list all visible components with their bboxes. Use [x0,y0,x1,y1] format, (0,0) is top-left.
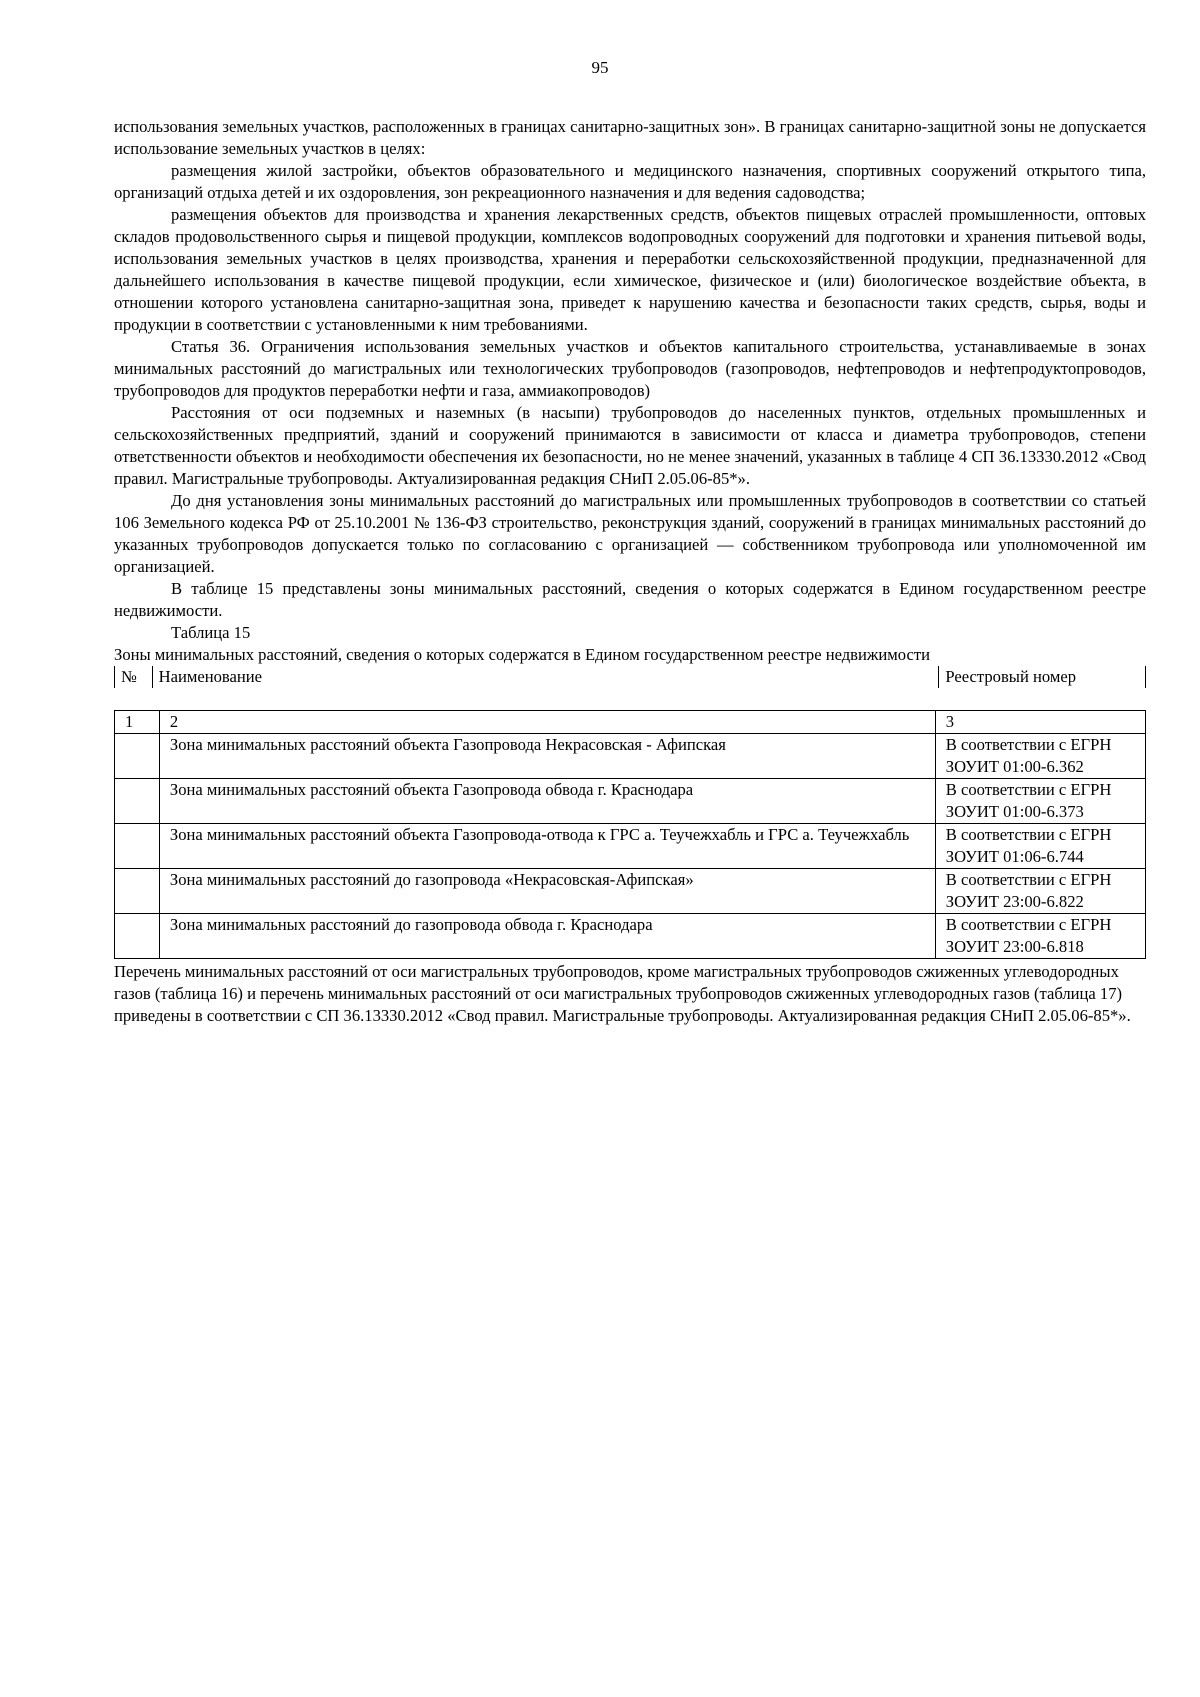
zones-table [114,710,1146,959]
table-row [115,711,1146,734]
table-cell: В соответствии с ЕГРН ЗОУИТ 01:00-6.373 [935,779,1145,824]
table-header [114,666,1146,688]
table-cell: Зона минимальных расстояний объекта Газопровода-отвода к ГРС а. Теучежхабль и ГРС а. Теучежхабль [159,824,935,869]
page-number: 95 [591,58,609,77]
table-label: Таблица 15 [171,623,251,642]
table-cell [115,914,160,959]
table-cell: В соответствии с ЕГРН ЗОУИТ 23:00-6.822 [935,869,1145,914]
table-cell: Зона минимальных расстояний до газопровода обвода г. Краснодара [159,914,935,959]
table-cell [115,734,160,779]
table-cell [115,869,160,914]
paragraph: Расстояния от оси подземных и наземных (в насыпи) трубопроводов до населенных пунктов, отдельных промышленных и сельскохозяйственных предприятий, зданий и сооружений принимаются в зависимости от класса и диаметра трубопроводов, степени ответственности объектов и необходимости обеспечения их безопасности, но не менее значений, указанных в таблице 4 СП 36.13330.2012 «Свод правил. Магистральные трубопроводы. Актуализированная редакция СНиП 2.05.06-85*». [114,403,1146,488]
table-row [115,779,1146,824]
table-title: Зоны минимальных расстояний, сведения о которых содержатся в Едином государственном реестре недвижимости [114,645,930,664]
table-cell: Зона минимальных расстояний до газопровода «Некрасовская-Афипская» [159,869,935,914]
table-row [115,824,1146,869]
table-cell [115,779,160,824]
paragraph: размещения жилой застройки, объектов образовательного и медицинского назначения, спортивных сооружений открытого типа, организаций отдыха детей и их оздоровления, зон рекреационного назначения и для ведения садоводства; [114,161,1146,202]
table-cell: 2 [159,711,935,734]
header-cell-name: Наименование [152,666,939,688]
table-cell: В соответствии с ЕГРН ЗОУИТ 01:00-6.362 [935,734,1145,779]
table-cell: Зона минимальных расстояний объекта Газопровода обвода г. Краснодара [159,779,935,824]
paragraph: размещения объектов для производства и хранения лекарственных средств, объектов пищевых отраслей промышленности, оптовых складов продовольственного сырья и пищевой продукции, комплексов водопроводных сооружений для подготовки и хранения питьевой воды, использования земельных участков в целях производства, хранения и переработки сельскохозяйственной продукции, предназначенной для дальнейшего использования в качестве пищевой продукции, если химическое, физическое и (или) биологическое воздействие объекта, в отношении которого установлена санитарно-защитная зона, приведет к нарушению качества и безопасности таких средств, сырья, воды и продукции в соответствии с установленными к ним требованиями. [114,205,1146,334]
table-row [115,869,1146,914]
article-heading: Статья 36. Ограничения использования земельных участков и объектов капитального строительства, устанавливаемые в зонах минимальных расстояний до магистральных или технологических трубопроводов (газопроводов, нефтепроводов и нефтепродуктопроводов, трубопроводов для продуктов переработки нефти и газа, аммиакопроводов) [114,337,1146,400]
header-cell-registry: Реестровый номер [939,666,1146,688]
table-row [115,734,1146,779]
table-cell: Зона минимальных расстояний объекта Газопровода Некрасовская - Афипская [159,734,935,779]
paragraph: Перечень минимальных расстояний от оси магистральных трубопроводов, кроме магистральных трубопроводов сжиженных углеводородных газов (таблица 16) и перечень минимальных расстояний от оси магистральных трубопроводов сжиженных углеводородных газов (таблица 17) приведены в соответствии с СП 36.13330.2012 «Свод правил. Магистральные трубопроводы. Актуализированная редакция СНиП 2.05.06-85*». [114,962,1131,1025]
table-cell [115,824,160,869]
paragraph: В таблице 15 представлены зоны минимальных расстояний, сведения о которых содержатся в Едином государственном реестре недвижимости. [114,579,1146,620]
paragraph: использования земельных участков, расположенных в границах санитарно-защитных зон». В границах санитарно-защитной зоны не допускается использование земельных участков в целях: [114,117,1146,158]
table-row [115,914,1146,959]
table-cell: 3 [935,711,1145,734]
table-cell: В соответствии с ЕГРН ЗОУИТ 01:06-6.744 [935,824,1145,869]
header-cell-number: № [115,666,153,688]
document-body [114,116,1146,1027]
table-cell: В соответствии с ЕГРН ЗОУИТ 23:00-6.818 [935,914,1145,959]
table-cell: 1 [115,711,160,734]
paragraph: До дня установления зоны минимальных расстояний до магистральных или промышленных трубопроводов в соответствии со статьей 106 Земельного кодекса РФ от 25.10.2001 № 136-ФЗ строительство, реконструкция зданий, сооружений в границах минимальных расстояний до указанных трубопроводов допускается только по согласованию с организацией — собственником трубопровода или уполномоченной им организацией. [114,491,1146,576]
